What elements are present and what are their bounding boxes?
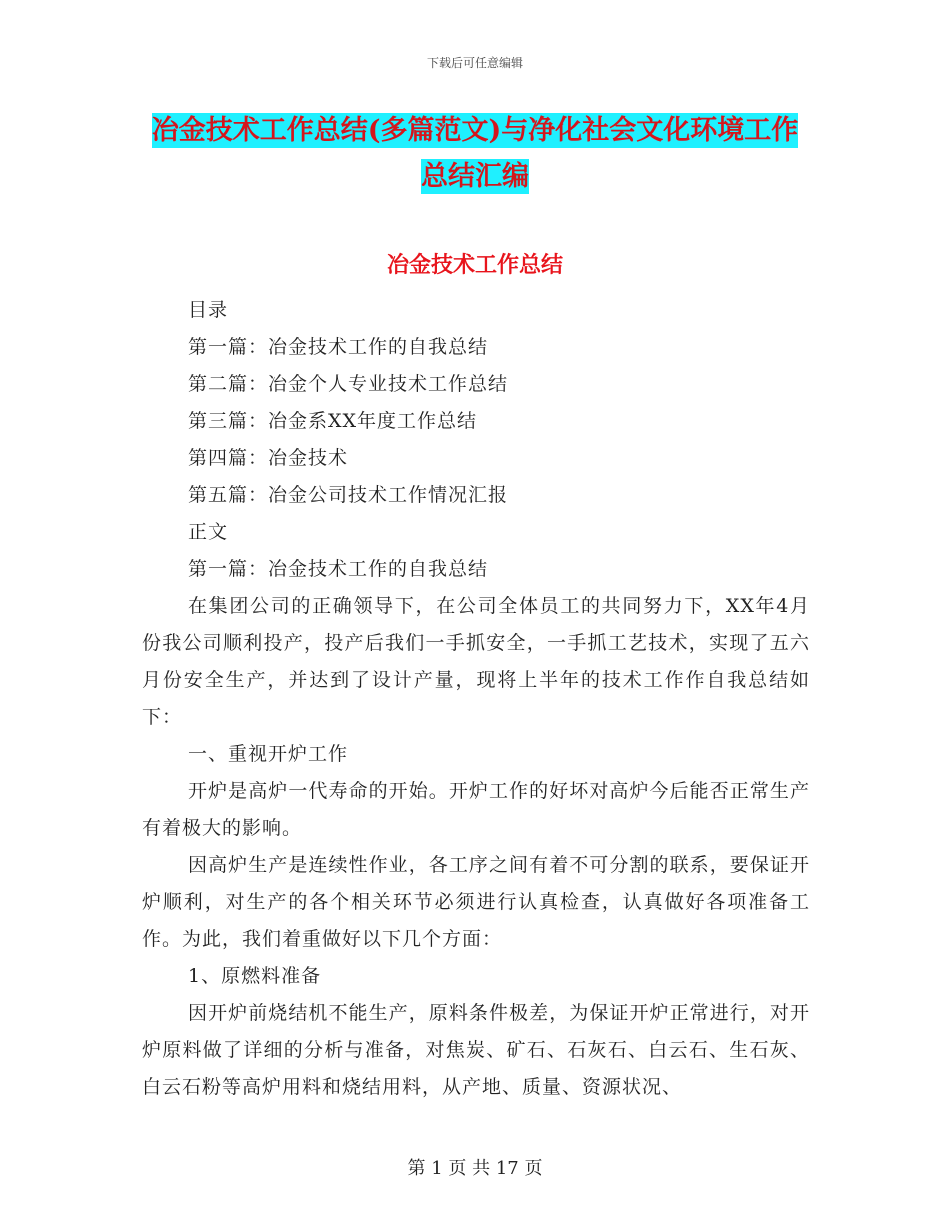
toc-item: 第一篇：冶金技术工作的自我总结 — [188, 336, 489, 358]
first-article-heading: 第一篇：冶金技术工作的自我总结 — [188, 558, 489, 580]
section-title: 冶金技术工作总结 — [386, 252, 563, 278]
paragraph: 在集团公司的正确领导下，在公司全体员工的共同努力下，XX年4月份我公司顺利投产，投产后我们一手抓安全，一手抓工艺技术，实现了五六月份安全生产，并达到了设计产量，现将上半年的技术工作作自我总结如下： — [142, 595, 810, 728]
subheading: 1、原燃料准备 — [188, 965, 322, 987]
body-label: 正文 — [188, 521, 229, 543]
toc-heading: 目录 — [188, 299, 229, 321]
document-body — [142, 292, 810, 1106]
toc-item: 第四篇：冶金技术 — [188, 447, 349, 469]
toc-item: 第五篇：冶金公司技术工作情况汇报 — [188, 484, 509, 506]
document-title-text: 冶金技术工作总结(多篇范文)与净化社会文化环境工作总结汇编 — [151, 115, 799, 192]
paragraph: 因高炉生产是连续性作业，各工序之间有着不可分割的联系，要保证开炉顺利，对生产的各个相关环节必须进行认真检查，认真做好各项准备工作。为此，我们着重做好以下几个方面： — [142, 854, 810, 950]
toc-item: 第二篇：冶金个人专业技术工作总结 — [188, 373, 509, 395]
subheading: 一、重视开炉工作 — [188, 743, 349, 765]
document-title — [140, 108, 810, 200]
page-footer: 第 1 页 共 17 页 — [407, 1158, 543, 1179]
paragraph: 因开炉前烧结机不能生产，原料条件极差，为保证开炉正常进行，对开炉原料做了详细的分析与准备，对焦炭、矿石、石灰石、白云石、生石灰、白云石粉等高炉用料和烧结用料，从产地、质量、资源状况、 — [142, 1002, 810, 1098]
page-header-note: 下载后可任意编辑 — [426, 56, 523, 70]
toc-item: 第三篇：冶金系XX年度工作总结 — [188, 410, 478, 432]
paragraph: 开炉是高炉一代寿命的开始。开炉工作的好坏对高炉今后能否正常生产有着极大的影响。 — [142, 780, 810, 839]
